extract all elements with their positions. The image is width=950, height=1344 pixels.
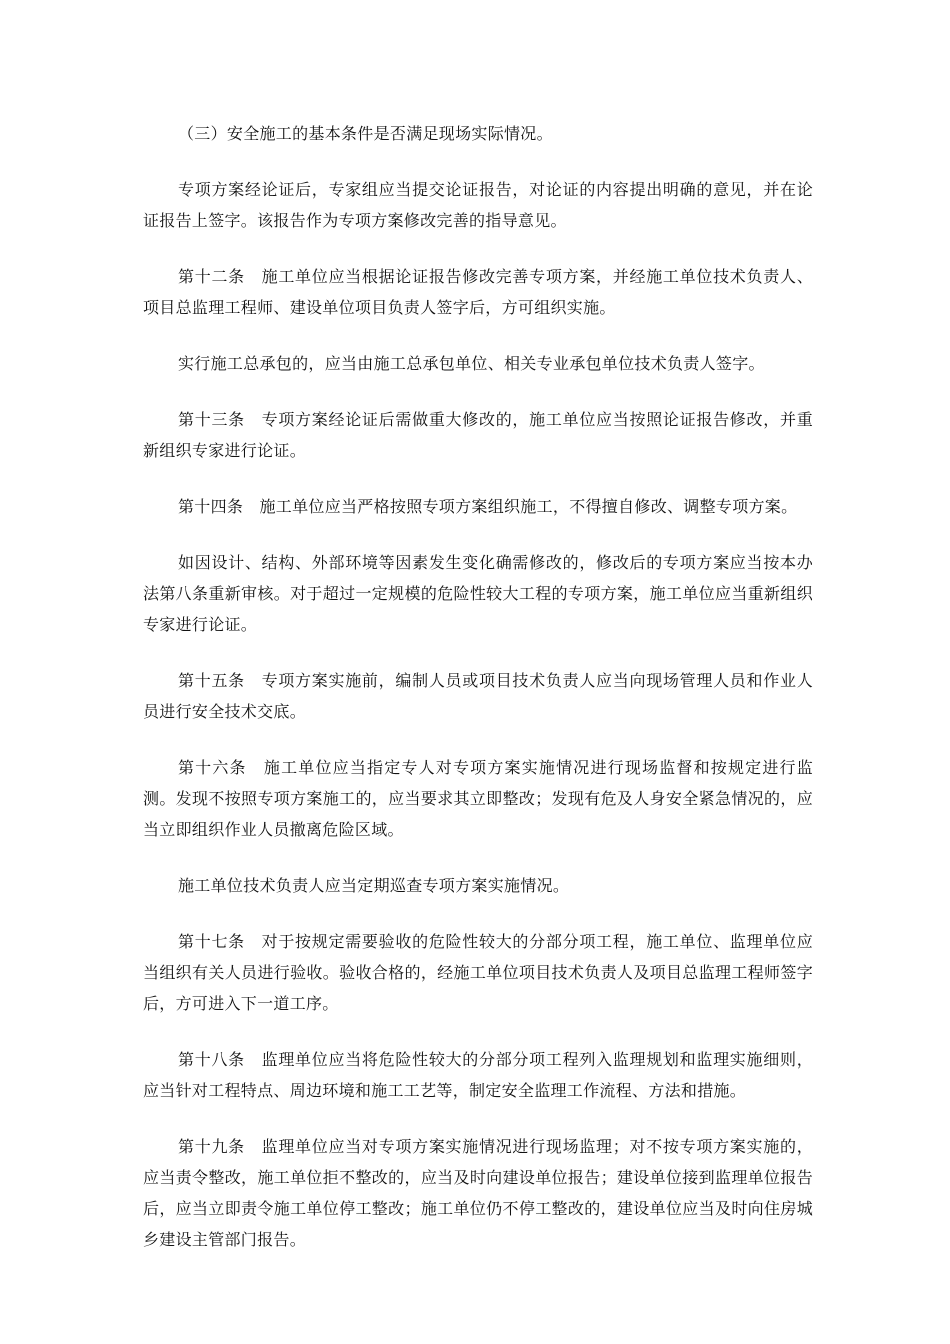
article-19: 第十九条 监理单位应当对专项方案实施情况进行现场监理；对不按专项方案实施的，应当责令整改，施工单位拒不整改的，应当及时向建设单位报告；建设单位接到监理单位报告后，应当立即责令施工单位停工整改；施工单位仍不停工整改的，建设单位应当及时向住房城乡建设主管部门报告。 (143, 1137, 813, 1249)
article-18: 第十八条 监理单位应当将危险性较大的分部分项工程列入监理规划和监理实施细则，应当针对工程特点、周边环境和施工工艺等，制定安全监理工作流程、方法和措施。 (143, 1050, 813, 1100)
article-15: 第十五条 专项方案实施前，编制人员或项目技术负责人应当向现场管理人员和作业人员进行安全技术交底。 (143, 671, 813, 721)
paragraph-general-contracting: 实行施工总承包的，应当由施工总承包单位、相关专业承包单位技术负责人签字。 (178, 354, 765, 373)
article-17: 第十七条 对于按规定需要验收的危险性较大的分部分项工程，施工单位、监理单位应当组织有关人员进行验收。验收合格的，经施工单位项目技术负责人及项目总监理工程师签字后，方可进入下一道工序。 (143, 932, 813, 1013)
paragraph-expert-report: 专项方案经论证后，专家组应当提交论证报告，对论证的内容提出明确的意见，并在论证报告上签字。该报告作为专项方案修改完善的指导意见。 (143, 180, 813, 230)
article-13: 第十三条 专项方案经论证后需做重大修改的，施工单位应当按照论证报告修改，并重新组织专家进行论证。 (143, 410, 813, 460)
paragraph-technical-inspection: 施工单位技术负责人应当定期巡查专项方案实施情况。 (178, 876, 570, 895)
document-body (143, 118, 813, 1280)
paragraph-item-3: （三）安全施工的基本条件是否满足现场实际情况。 (178, 124, 553, 143)
article-12: 第十二条 施工单位应当根据论证报告修改完善专项方案，并经施工单位技术负责人、项目总监理工程师、建设单位项目负责人签字后，方可组织实施。 (143, 267, 813, 317)
article-16: 第十六条 施工单位应当指定专人对专项方案实施情况进行现场监督和按规定进行监测。发现不按照专项方案施工的，应当要求其立即整改；发现有危及人身安全紧急情况的，应当立即组织作业人员撤离危险区域。 (143, 758, 813, 839)
paragraph-design-change: 如因设计、结构、外部环境等因素发生变化确需修改的，修改后的专项方案应当按本办法第八条重新审核。对于超过一定规模的危险性较大工程的专项方案，施工单位应当重新组织专家进行论证。 (143, 553, 813, 634)
article-14: 第十四条 施工单位应当严格按照专项方案组织施工，不得擅自修改、调整专项方案。 (178, 497, 798, 516)
